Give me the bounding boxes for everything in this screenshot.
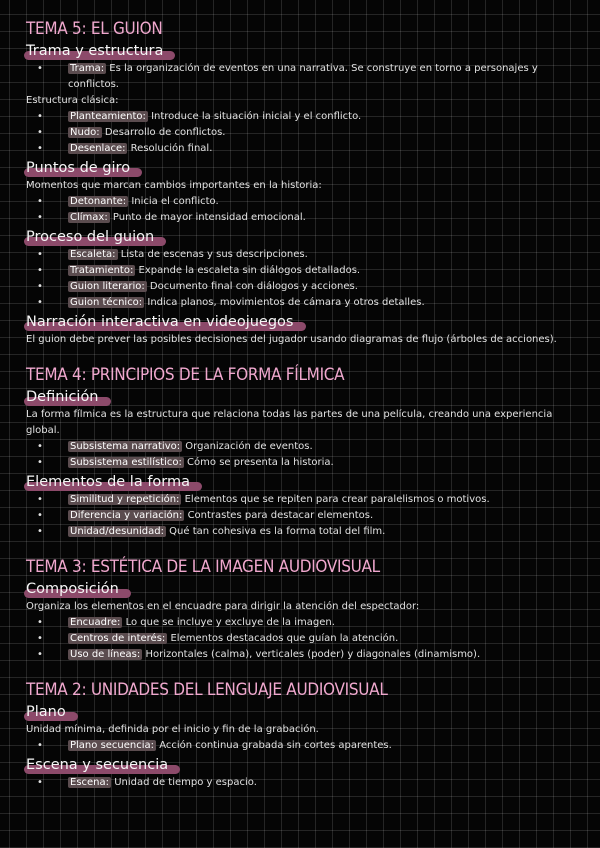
term-highlight: Tratamiento: (70, 265, 134, 276)
term-description: Desarrollo de conflictos. (101, 127, 226, 138)
term-highlight: Encuadre: (70, 617, 121, 628)
list-item (26, 439, 574, 455)
term-description: Horizontales (calma), verticales (poder) y diagonales (dinamismo). (142, 649, 481, 660)
term-highlight: Trama: (70, 63, 105, 74)
term-highlight: Subsistema narrativo: (70, 441, 181, 452)
term-highlight: Subsistema estilístico: (70, 457, 182, 468)
list-item (26, 295, 574, 311)
list-item (26, 125, 574, 141)
term-description: Organización de eventos. (182, 441, 313, 452)
term-highlight: Desenlace: (70, 143, 126, 154)
paragraph: La forma fílmica es la estructura que relaciona todas las partes de una película, creando una experiencia global. (26, 409, 553, 436)
subsection (26, 471, 574, 540)
term-description: Acción continua grabada sin cortes aparentes. (156, 740, 392, 751)
paragraph: Estructura clásica: (26, 95, 119, 106)
list-item (26, 631, 574, 647)
subsection (26, 386, 574, 471)
subsection-title: Elementos de la forma (26, 474, 191, 490)
term-highlight: Detonante: (70, 196, 127, 207)
term-description: Introduce la situación inicial y el conflicto. (147, 111, 362, 122)
list-item (26, 775, 574, 791)
bullet-list (26, 247, 574, 311)
term-description: Elementos destacados que guían la atención. (167, 633, 399, 644)
section-title: TEMA 2: UNIDADES DEL LENGUAJE AUDIOVISUAL (26, 680, 388, 700)
term-description: Cómo se presenta la historia. (183, 457, 334, 468)
bullet-list (26, 775, 574, 791)
term-highlight: Escena: (70, 777, 110, 788)
term-description: Unidad de tiempo y espacio. (111, 777, 257, 788)
subsection (26, 226, 574, 311)
subsection (26, 701, 574, 754)
bullet-list (26, 615, 574, 663)
subsection-title: Puntos de giro (26, 160, 131, 176)
term-highlight: Centros de interés: (70, 633, 166, 644)
subsection (26, 578, 574, 663)
subsection (26, 157, 574, 226)
term-highlight: Nudo: (70, 127, 100, 138)
term-highlight: Guion literario: (70, 281, 145, 292)
list-item (26, 279, 574, 295)
term-description: Documento final con diálogos y acciones. (146, 281, 358, 292)
term-description: Punto de mayor intensidad emocional. (109, 212, 306, 223)
list-item (26, 109, 574, 125)
term-description: Indica planos, movimientos de cámara y otros detalles. (144, 297, 425, 308)
term-highlight: Uso de líneas: (70, 649, 141, 660)
term-highlight: Plano secuencia: (70, 740, 155, 751)
paragraph: Unidad mínima, definida por el inicio y fin de la grabación. (26, 724, 319, 735)
bullet-list (26, 61, 574, 93)
subsection (26, 311, 574, 348)
term-description: Lista de escenas y sus descripciones. (117, 249, 308, 260)
subsection-title: Trama y estructura (26, 43, 164, 59)
paragraph: Organiza los elementos en el encuadre para dirigir la atención del espectador: (26, 601, 420, 612)
term-highlight: Guion técnico: (70, 297, 143, 308)
term-description: Inicia el conflicto. (128, 196, 219, 207)
bullet-list (26, 194, 574, 226)
term-highlight: Clímax: (70, 212, 108, 223)
term-highlight: Similitud y repetición: (70, 494, 180, 505)
bullet-list (26, 738, 574, 754)
paragraph: El guion debe prever las posibles decisiones del jugador usando diagramas de flujo (árboles de acciones). (26, 334, 557, 345)
bullet-list (26, 109, 574, 157)
notes-page (26, 18, 574, 791)
list-item (26, 141, 574, 157)
term-description: Expande la escaleta sin diálogos detallados. (135, 265, 361, 276)
list-item (26, 524, 574, 540)
section-title: TEMA 5: EL GUION (26, 19, 163, 39)
term-description: Resolución final. (127, 143, 213, 154)
list-item (26, 647, 574, 663)
list-item (26, 263, 574, 279)
list-item (26, 455, 574, 471)
subsection (26, 40, 574, 157)
term-description: Elementos que se repiten para crear paralelismos o motivos. (181, 494, 490, 505)
section-title: TEMA 4: PRINCIPIOS DE LA FORMA FÍLMICA (26, 365, 345, 385)
list-item (26, 738, 574, 754)
subsection-title: Definición (26, 389, 99, 405)
paragraph: Momentos que marcan cambios importantes en la historia: (26, 180, 322, 191)
section-title: TEMA 3: ESTÉTICA DE LA IMAGEN AUDIOVISUAL (26, 557, 380, 577)
list-item (26, 247, 574, 263)
term-highlight: Escaleta: (70, 249, 116, 260)
list-item (26, 508, 574, 524)
subsection (26, 754, 574, 791)
list-item (26, 194, 574, 210)
term-description: Qué tan cohesiva es la forma total del film. (165, 526, 386, 537)
term-description: Lo que se incluye y excluye de la imagen. (122, 617, 335, 628)
list-item (26, 61, 574, 93)
subsection-title: Plano (26, 704, 66, 720)
subsection-title: Proceso del guion (26, 229, 155, 245)
term-highlight: Planteamiento: (70, 111, 146, 122)
list-item (26, 492, 574, 508)
list-item (26, 210, 574, 226)
bullet-list (26, 492, 574, 540)
list-item (26, 615, 574, 631)
term-description: Es la organización de eventos en una narrativa. Se construye en torno a personajes y conflictos. (68, 63, 538, 90)
subsection-title: Escena y secuencia (26, 757, 169, 773)
term-highlight: Unidad/desunidad: (70, 526, 164, 537)
subsection-title: Composición (26, 581, 119, 597)
subsection-title: Narración interactiva en videojuegos (26, 314, 294, 330)
term-description: Contrastes para destacar elementos. (184, 510, 374, 521)
term-highlight: Diferencia y variación: (70, 510, 183, 521)
bullet-list (26, 439, 574, 471)
